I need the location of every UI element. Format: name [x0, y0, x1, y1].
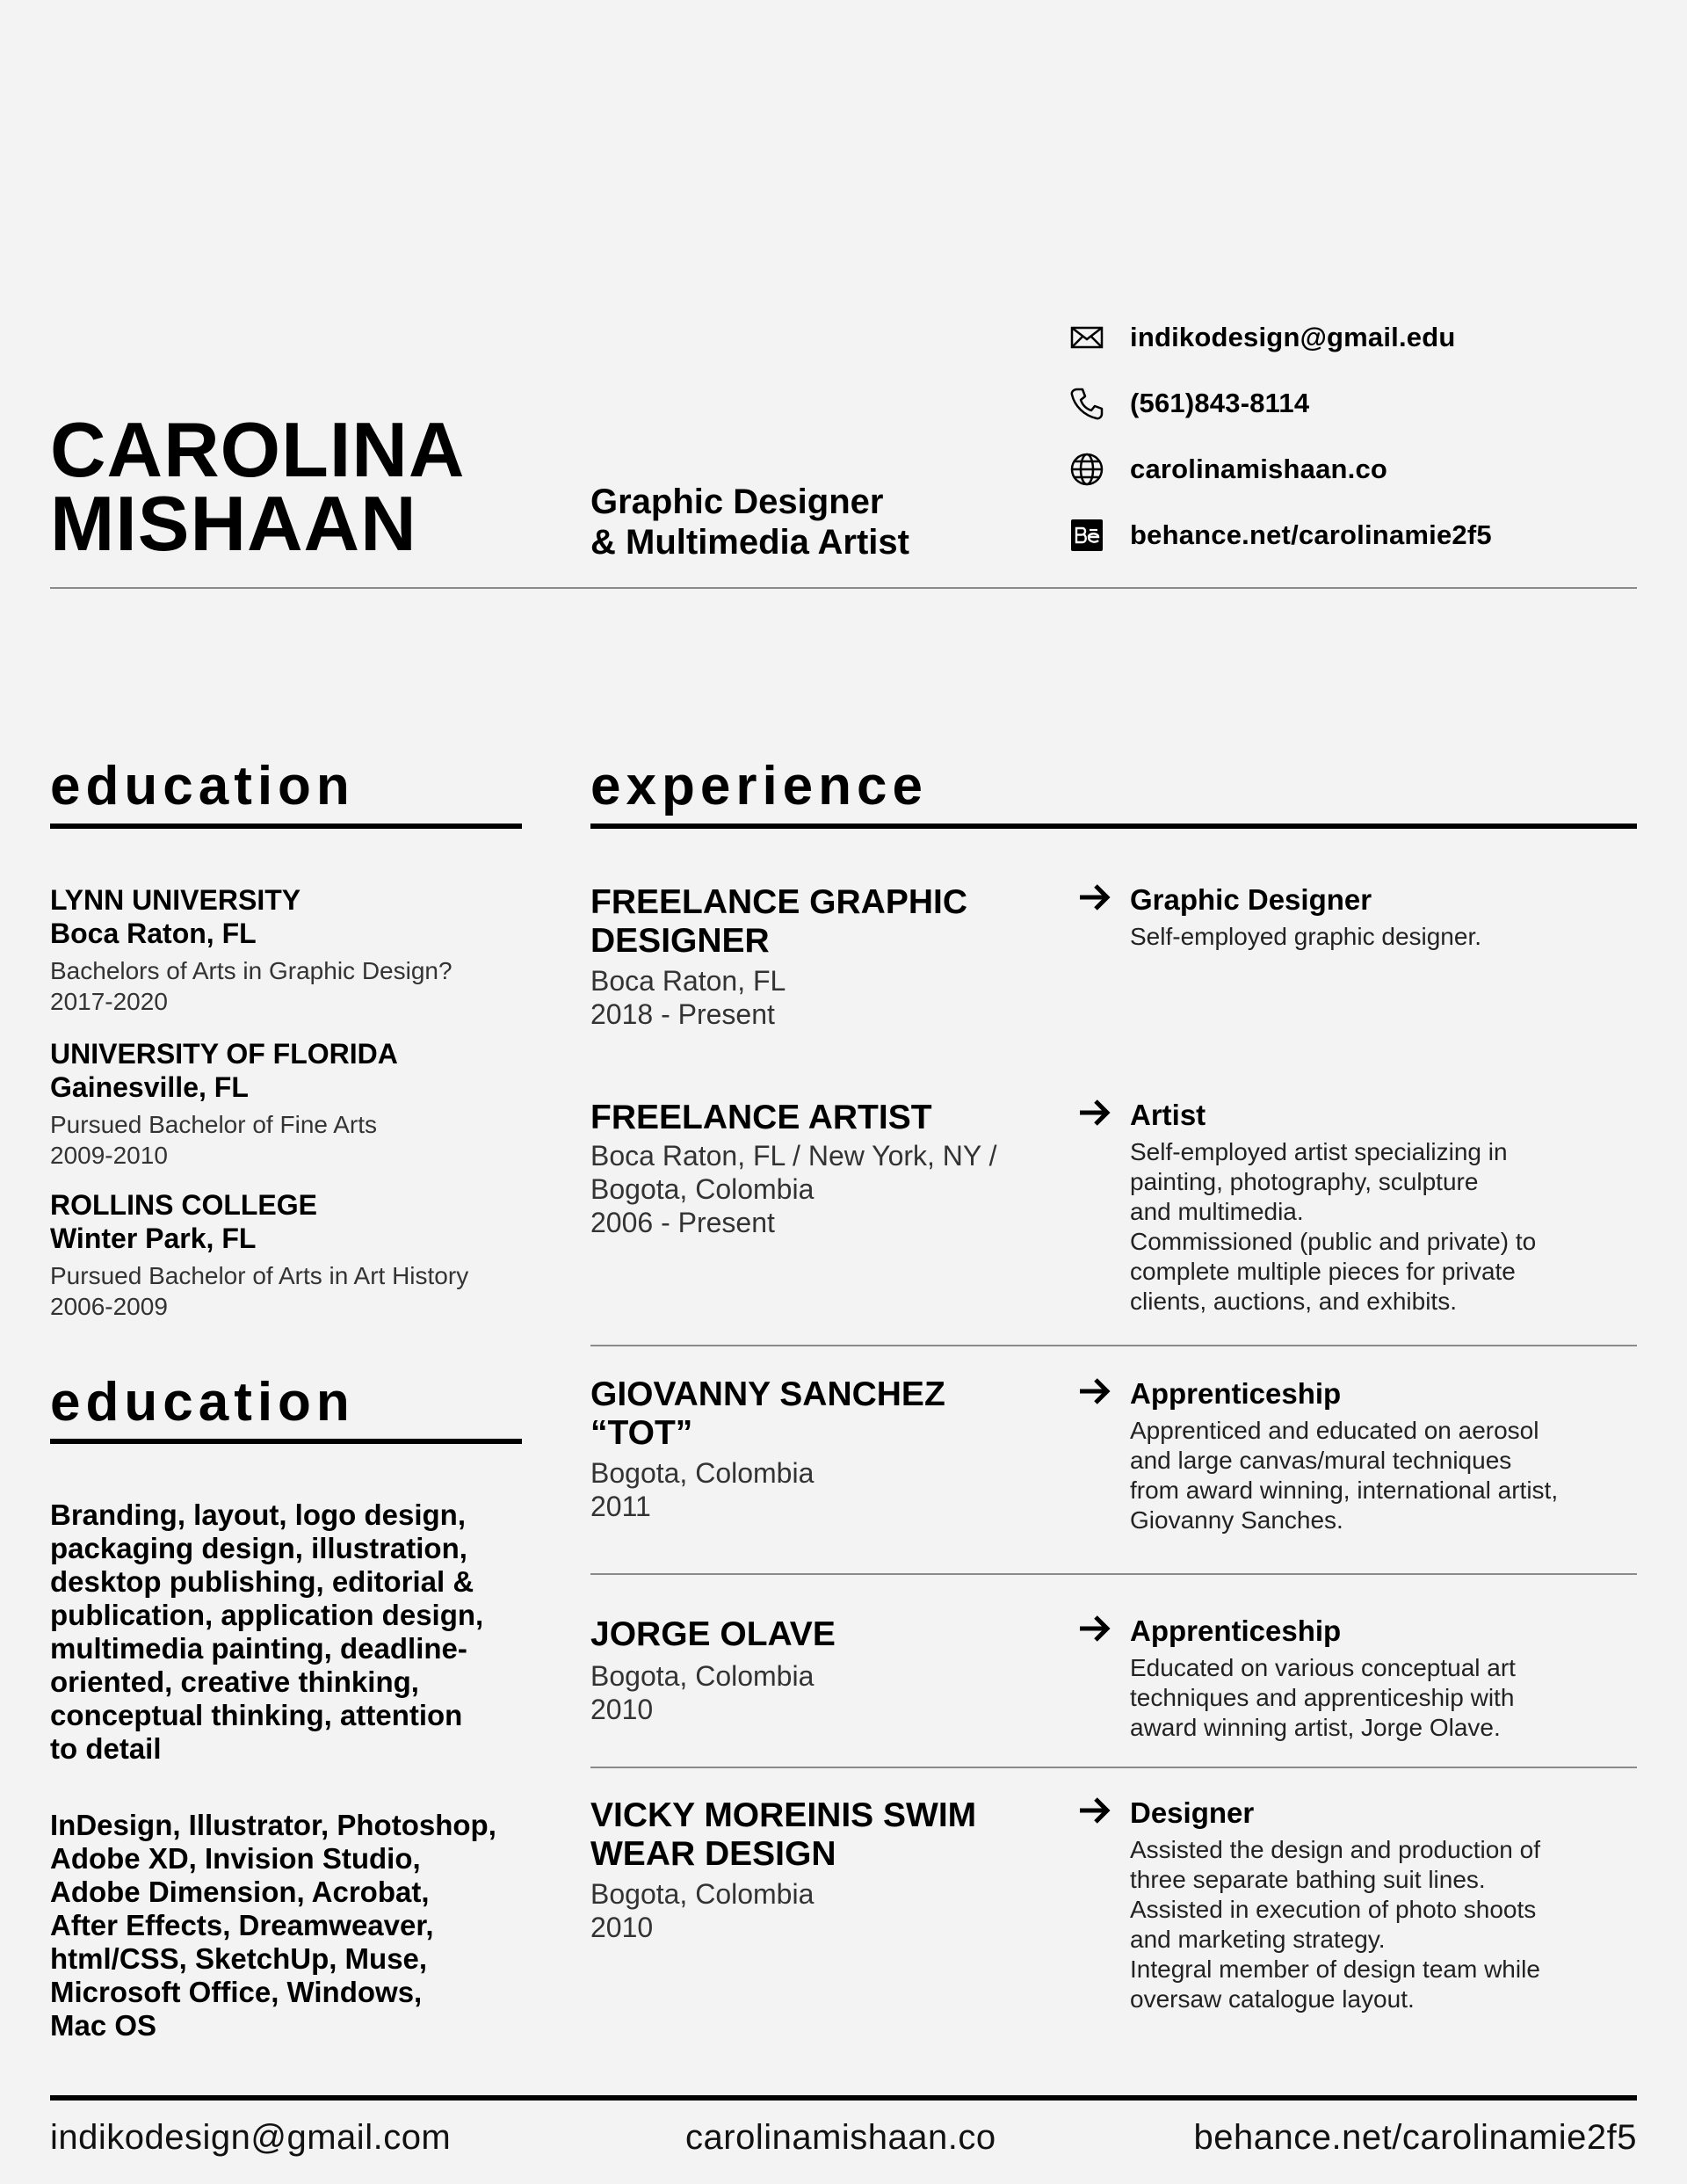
software-line: Adobe XD, Invision Studio,	[50, 1842, 421, 1875]
contact-email[interactable]	[1068, 320, 1456, 355]
job-location: Bogota, Colombia	[590, 1660, 815, 1692]
role-description-line: three separate bathing suit lines.	[1130, 1866, 1486, 1893]
role-description-line: and marketing strategy.	[1130, 1926, 1386, 1953]
skills-line: Branding, layout, logo design,	[50, 1498, 467, 1531]
software-list	[50, 1809, 542, 2043]
job-title: FREELANCE ARTIST	[590, 1099, 932, 1136]
role-description-line: Assisted in execution of photo shoots	[1130, 1896, 1537, 1923]
school-name: UNIVERSITY OF FLORIDA	[50, 1038, 398, 1070]
name-last: MISHAAN	[50, 480, 417, 567]
role-description-line: Self-employed artist specializing in	[1130, 1138, 1508, 1165]
job-dates: 2010	[590, 1694, 654, 1725]
school-name: LYNN UNIVERSITY	[50, 884, 301, 916]
skills-rule	[50, 1439, 522, 1444]
role-line-2: & Multimedia Artist	[590, 523, 909, 562]
role-description-line: Commissioned (public and private) to	[1130, 1228, 1537, 1255]
experience-divider	[590, 1345, 1637, 1346]
education-title: education	[50, 756, 355, 816]
footer-website-link[interactable]: carolinamishaan.co	[685, 2118, 996, 2157]
role-line-1: Graphic Designer	[590, 483, 884, 521]
skills-list	[50, 1498, 542, 1766]
job-role	[1079, 1377, 1641, 1535]
job-location: Bogota, Colombia	[590, 1878, 815, 1910]
candidate-role	[590, 482, 909, 562]
job-title: WEAR DESIGN	[590, 1835, 836, 1873]
footer-email-link[interactable]: indikodesign@gmail.com	[50, 2118, 452, 2157]
role-description	[1130, 1653, 1641, 1743]
education-item	[50, 883, 542, 1017]
skills-line: multimedia painting, deadline-	[50, 1632, 467, 1665]
school-degree: Bachelors of Arts in Graphic Design?	[50, 957, 453, 984]
contact-email-text: indikodesign@gmail.edu	[1130, 322, 1456, 352]
role-description-line: award winning artist, Jorge Olave.	[1130, 1714, 1501, 1741]
job-location: Bogota, Colombia	[590, 1457, 815, 1489]
footer-behance-link[interactable]: behance.net/carolinamie2f5	[1193, 2118, 1637, 2157]
contact-phone[interactable]	[1068, 386, 1309, 421]
school-degree: Pursued Bachelor of Fine Arts	[50, 1111, 377, 1138]
contact-behance[interactable]	[1068, 518, 1492, 553]
job-entry	[590, 1796, 1047, 1944]
envelope-icon	[1068, 320, 1106, 355]
role-title: Artist	[1130, 1099, 1206, 1131]
role-description-line: Apprenticed and educated on aerosol	[1130, 1417, 1539, 1444]
globe-icon	[1068, 452, 1106, 487]
job-title: “TOT”	[590, 1414, 693, 1452]
education-item	[50, 1037, 542, 1171]
role-description-line: oversaw catalogue layout.	[1130, 1985, 1415, 2013]
job-title: GIOVANNY SANCHEZ	[590, 1375, 945, 1413]
job-role	[1079, 883, 1641, 952]
role-description	[1130, 922, 1641, 952]
experience-divider	[590, 1573, 1637, 1575]
role-description-line: Assisted the design and production of	[1130, 1836, 1540, 1863]
job-location: Boca Raton, FL / New York, NY /	[590, 1140, 997, 1172]
role-description	[1130, 1835, 1641, 2014]
footer-rule	[50, 2095, 1637, 2101]
role-description-line: Integral member of design team while	[1130, 1955, 1540, 1983]
phone-icon	[1068, 386, 1106, 421]
arrow-right-icon	[1077, 880, 1112, 915]
candidate-name	[50, 406, 466, 567]
job-entry	[590, 1615, 1047, 1726]
school-years: 2009-2010	[50, 1142, 168, 1169]
software-line: After Effects, Dreamweaver,	[50, 1909, 434, 1941]
job-entry	[590, 1099, 1047, 1239]
job-role	[1079, 1614, 1641, 1743]
job-role	[1079, 1099, 1641, 1317]
school-location: Winter Park, FL	[50, 1223, 257, 1254]
arrow-right-icon	[1077, 1374, 1112, 1409]
experience-title: experience	[590, 756, 928, 816]
job-dates: 2010	[590, 1912, 654, 1943]
role-description-line: clients, auctions, and exhibits.	[1130, 1288, 1457, 1315]
arrow-right-icon	[1077, 1793, 1112, 1828]
experience-rule	[590, 824, 1637, 829]
header-divider	[50, 587, 1637, 589]
software-line: Mac OS	[50, 2009, 157, 2042]
job-title: VICKY MOREINIS SWIM	[590, 1796, 977, 1834]
contact-phone-text: (561)843-8114	[1130, 388, 1310, 418]
software-line: html/CSS, SketchUp, Muse,	[50, 1942, 428, 1975]
contact-website-text: carolinamishaan.co	[1130, 453, 1388, 484]
job-role	[1079, 1796, 1641, 2014]
job-location: Bogota, Colombia	[590, 1173, 815, 1205]
education-item	[50, 1188, 542, 1322]
job-dates: 2018 - Present	[590, 998, 775, 1030]
behance-icon	[1068, 518, 1106, 553]
job-location: Boca Raton, FL	[590, 965, 786, 997]
role-description-line: techniques and apprenticeship with	[1130, 1684, 1515, 1711]
skills-line: conceptual thinking, attention	[50, 1699, 463, 1731]
software-line: InDesign, Illustrator, Photoshop,	[50, 1809, 496, 1841]
role-description-line: Self-employed graphic designer.	[1130, 923, 1482, 950]
role-description-line: Educated on various conceptual art	[1130, 1654, 1516, 1681]
contact-website[interactable]	[1068, 452, 1387, 487]
skills-line: publication, application design,	[50, 1599, 484, 1631]
job-title: JORGE OLAVE	[590, 1615, 836, 1653]
skills-line: to detail	[50, 1732, 162, 1765]
role-title: Designer	[1130, 1796, 1255, 1829]
job-entry	[590, 1375, 1047, 1523]
name-first: CAROLINA	[50, 406, 466, 493]
job-dates: 2011	[590, 1491, 651, 1522]
role-description-line: and large canvas/mural techniques	[1130, 1447, 1512, 1474]
skills-title: education	[50, 1372, 355, 1433]
software-line: Microsoft Office, Windows,	[50, 1976, 423, 2008]
role-title: Apprenticeship	[1130, 1614, 1342, 1647]
arrow-right-icon	[1077, 1095, 1112, 1130]
role-title: Apprenticeship	[1130, 1377, 1342, 1410]
skills-line: desktop publishing, editorial &	[50, 1565, 474, 1598]
school-name: ROLLINS COLLEGE	[50, 1189, 317, 1221]
role-description-line: complete multiple pieces for private	[1130, 1258, 1516, 1285]
school-location: Boca Raton, FL	[50, 918, 257, 949]
school-years: 2017-2020	[50, 988, 168, 1015]
role-description	[1130, 1137, 1641, 1317]
role-description	[1130, 1416, 1641, 1535]
school-location: Gainesville, FL	[50, 1071, 249, 1103]
role-description-line: painting, photography, sculpture	[1130, 1168, 1479, 1195]
school-degree: Pursued Bachelor of Arts in Art History	[50, 1262, 469, 1289]
school-years: 2006-2009	[50, 1293, 168, 1320]
role-description-line: and multimedia.	[1130, 1198, 1304, 1225]
job-title: DESIGNER	[590, 922, 770, 960]
role-description-line: from award winning, international artist,	[1130, 1477, 1559, 1504]
experience-divider	[590, 1767, 1637, 1768]
job-title: FREELANCE GRAPHIC	[590, 883, 968, 921]
role-description-line: Giovanny Sanches.	[1130, 1506, 1343, 1534]
skills-line: packaging design, illustration,	[50, 1532, 467, 1564]
skills-line: oriented, creative thinking,	[50, 1665, 419, 1698]
job-entry	[590, 883, 1047, 1031]
education-rule	[50, 824, 522, 829]
contact-behance-text: behance.net/carolinamie2f5	[1130, 519, 1492, 550]
role-title: Graphic Designer	[1130, 883, 1372, 916]
software-line: Adobe Dimension, Acrobat,	[50, 1876, 430, 1908]
arrow-right-icon	[1077, 1611, 1112, 1646]
job-dates: 2006 - Present	[590, 1207, 775, 1238]
